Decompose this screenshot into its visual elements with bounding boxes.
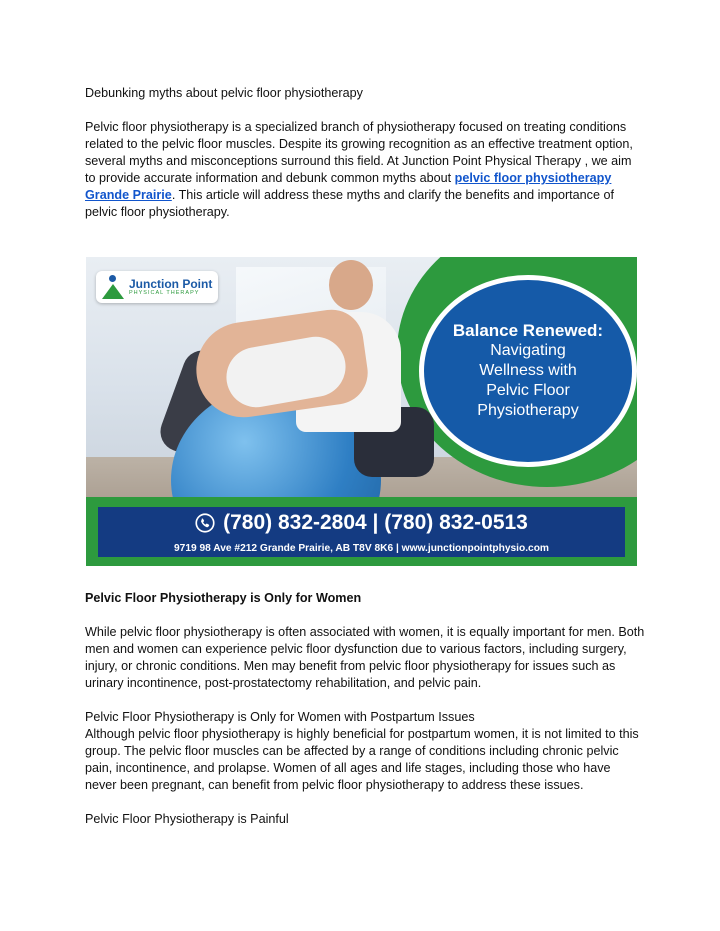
section-paragraph: While pelvic floor physiotherapy is often associated with women, it is equally important for men. Both men and women can experience pelvic floor dysfunction due to various factors, including surgery, injury, or chronic conditions. Men may benefit from pelvic floor physiotherapy for issues such as urinary incontinence, post-prostatectomy rehabilitation, and pelvic pain. — [85, 625, 645, 690]
pelvic-floor-link[interactable]: pelvic floor physiotherapy Grande Prairie — [85, 171, 612, 202]
contact-bar-inner — [98, 507, 625, 557]
section-heading: Pelvic Floor Physiotherapy is Only for Women with Postpartum Issues — [85, 710, 475, 724]
phone-icon — [195, 513, 215, 533]
section-block — [85, 709, 645, 794]
intro-text-after: . This article will address these myths and clarify the benefits and importance of pelvic floor physiotherapy. — [85, 188, 614, 219]
logo-subtitle: PHYSICAL THERAPY — [129, 289, 200, 296]
junction-point-logo — [96, 271, 218, 303]
intro-text-before: Pelvic floor physiotherapy is a specialized branch of physiotherapy focused on treating conditions related to the pelvic floor muscles. Despite its growing recognition as an effective treatment option, several myths and misconceptions surround this field. At Junction Point Physical Therapy , we aim to provide accurate information and debunk common myths about — [85, 120, 633, 185]
promo-banner-image — [86, 257, 637, 566]
headline-line: Navigating — [490, 342, 566, 359]
headline-line: Pelvic Floor — [486, 382, 570, 399]
headline-line: Wellness with — [479, 362, 577, 379]
logo-mark-icon — [102, 275, 124, 299]
phone-numbers: (780) 832-2804 | (780) 832-0513 — [223, 511, 528, 534]
headline-circle — [419, 275, 637, 467]
section-paragraph: Although pelvic floor physiotherapy is highly beneficial for postpartum women, it is not limited to this group. The pelvic floor muscles can be affected by a range of conditions including chronic pelvic pain, incontinence, and prolapse. Women of all ages and life stages, including those who have never been pregnant, can benefit from pelvic floor physiotherapy to address these issues. — [85, 727, 639, 792]
phone-row — [98, 507, 625, 539]
section-heading: Pelvic Floor Physiotherapy is Only for Women — [85, 591, 362, 605]
contact-bar — [86, 497, 637, 566]
therapist-head — [329, 260, 373, 310]
address-line: 9719 98 Ave #212 Grande Prairie, AB T8V 8K6 | www.junctionpointphysio.com — [173, 542, 549, 554]
intro-paragraph — [85, 119, 645, 221]
logo-name: Junction Point — [129, 276, 213, 291]
headline-bold: Balance Renewed: — [452, 321, 604, 340]
headline-line: Physiotherapy — [477, 402, 579, 419]
document-title: Debunking myths about pelvic floor physiotherapy — [85, 86, 363, 100]
section-heading: Pelvic Floor Physiotherapy is Painful — [85, 812, 289, 826]
